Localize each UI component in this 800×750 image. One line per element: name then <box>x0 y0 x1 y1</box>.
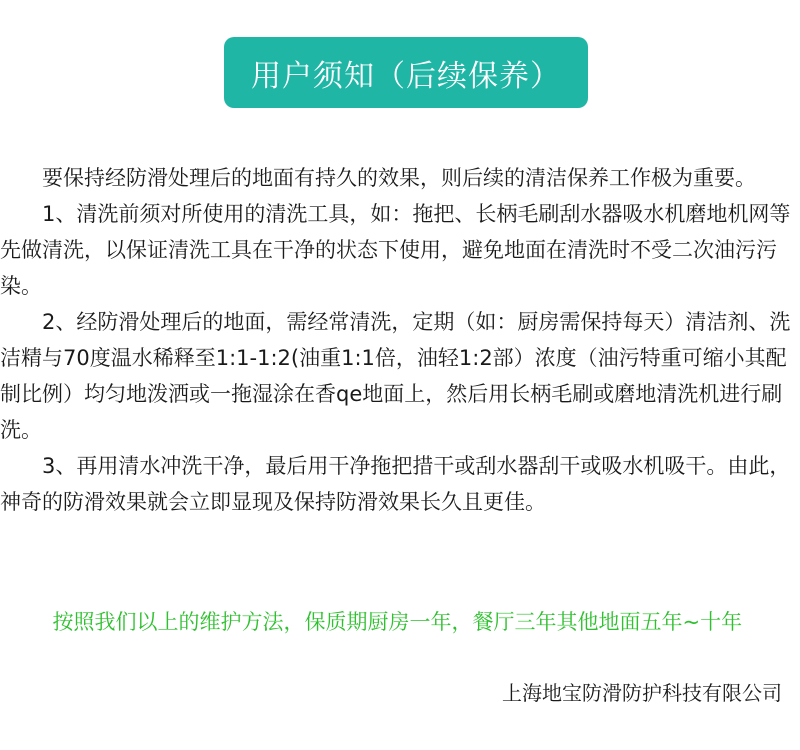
step-2-paragraph: 2、经防滑处理后的地面，需经常清洗，定期（如：厨房需保持每天）清洁剂、洗洁精与70度温水稀释至1:1-1:2(油重1:1倍，油轻1:2部）浓度（油污特重可缩小其配制比例）均匀地泼洒或一拖湿涂在香qe地面上，然后用长柄毛刷或磨地清洗机进行刷洗。 <box>0 310 791 442</box>
title-banner <box>224 37 588 108</box>
instructions-body <box>0 160 800 520</box>
step-1-paragraph: 1、清洗前须对所使用的清洗工具，如：拖把、长柄毛刷刮水器吸水机磨地机网等先做清洗，以保证清洗工具在干净的状态下使用，避免地面在清洗时不受二次油污污染。 <box>0 202 791 298</box>
warranty-notice: 按照我们以上的维护方法，保质期厨房一年，餐厅三年其他地面五年~十年 <box>52 610 743 634</box>
page-title: 用户须知（后续保养） <box>251 58 561 94</box>
intro-paragraph: 要保持经防滑处理后的地面有持久的效果，则后续的清洁保养工作极为重要。 <box>42 166 756 190</box>
step-3-paragraph: 3、再用清水冲洗干净，最后用干净拖把措干或刮水器刮干或吸水机吸干。由此，神奇的防滑效果就会立即显现及保持防滑效果长久且更佳。 <box>0 454 791 514</box>
company-name: 上海地宝防滑防护科技有限公司 <box>502 681 782 705</box>
